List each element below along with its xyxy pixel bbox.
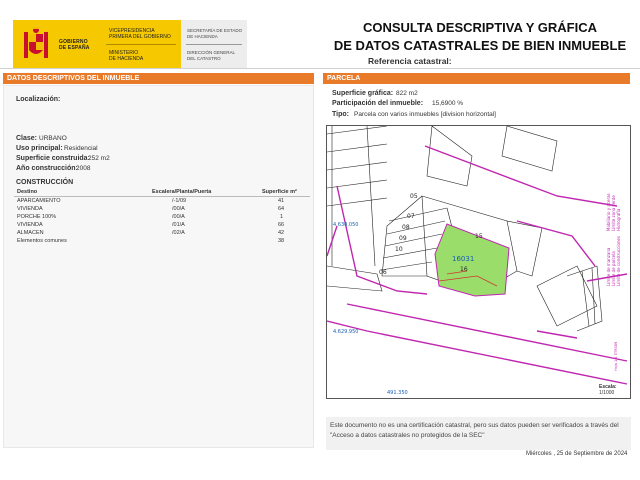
uso-label: Uso principal: — [16, 145, 63, 152]
cell-escalera: /-1/09 — [172, 198, 187, 204]
table-row — [14, 222, 310, 230]
ministry-name: MINISTERIO DE HACIENDA — [109, 50, 144, 62]
section-bar-parcela — [323, 73, 630, 84]
coord-y-bottom: 4.629.950 — [333, 329, 359, 335]
legend-entry: Límite zona verde — [611, 195, 616, 231]
uso-value: Residencial — [64, 145, 98, 152]
col-escalera: Escalera/Planta/Puerta — [152, 189, 212, 195]
cell-destino: VIVIENDA — [17, 222, 43, 228]
legend-entry: Límite de manzana — [606, 247, 611, 286]
anio-label: Año construcción: — [16, 165, 78, 172]
vice-presidency-name: VICEPRESIDENCIA PRIMERA DEL GOBIERNO — [109, 28, 171, 40]
scale-value: 1/1000 — [599, 390, 615, 396]
secretaria-block — [181, 20, 247, 68]
cell-superficie: 66 — [278, 222, 285, 228]
secretaria-divider — [186, 44, 242, 45]
cell-superficie: 41 — [278, 198, 285, 204]
col-destino: Destino — [17, 189, 38, 195]
logo-divider — [106, 44, 176, 45]
col-superficie: Superficie m² — [262, 189, 297, 195]
section-bar-descriptive — [3, 73, 314, 84]
coord-y-top: 4.630.050 — [333, 222, 359, 228]
coat-of-arms-icon — [21, 26, 51, 62]
lot-label: 09 — [399, 235, 407, 242]
cell-escalera: /00/A — [172, 206, 185, 212]
cell-escalera: /01/A — [172, 222, 185, 228]
construction-table-header — [14, 188, 310, 197]
cell-superficie: 38 — [278, 238, 285, 244]
lot-label: 08 — [402, 224, 410, 231]
table-row — [14, 206, 310, 214]
lot-label: 10 — [395, 246, 403, 253]
title-line-1: CONSULTA DESCRIPTIVA Y GRÁFICA — [362, 20, 597, 35]
participacion-label: Participación del inmueble: — [332, 100, 424, 107]
lot-label: 06 — [379, 269, 387, 276]
lot-label: 05 — [410, 193, 418, 200]
header-divider — [0, 68, 640, 69]
localizacion-label: Localización: — [16, 96, 61, 103]
cadastral-map[interactable] — [326, 125, 631, 399]
section-title-descriptive: DATOS DESCRIPTIVOS DEL INMUEBLE — [7, 75, 140, 82]
anio-value: 2008 — [76, 165, 91, 172]
lot-label: 16 — [460, 266, 468, 273]
table-row — [14, 198, 310, 206]
tipo-label: Tipo: — [332, 111, 349, 118]
disclaimer-notice: Este documento no es una certificación catastral, pero sus datos pueden ser verificados a través del "Acceso a datos catastrales no protegidos de la SEC" — [326, 417, 631, 450]
section-title-parcela: PARCELA — [327, 75, 361, 82]
cell-destino: VIVIENDA — [17, 206, 43, 212]
cell-superficie: 64 — [278, 206, 285, 212]
scale-label: Escala: — [599, 384, 617, 390]
construccion-heading: CONSTRUCCIÓN — [16, 179, 74, 186]
legend-entry: Hidrografía — [616, 208, 621, 231]
cell-destino: ALMACEN — [17, 230, 44, 236]
page-title — [320, 19, 640, 55]
participacion-value: 15,6900 % — [432, 100, 464, 107]
lot-label: 07 — [407, 213, 415, 220]
cell-escalera: /02/A — [172, 230, 185, 236]
legend-entry: Límite de parcela — [611, 251, 616, 286]
map-side-note: Hoja 1/1 ETRS89 — [614, 341, 618, 371]
country-name: GOBIERNO DE ESPAÑA — [59, 39, 90, 51]
direccion-name: DIRECCIÓN GENERAL DEL CATASTRO — [187, 50, 236, 61]
cell-destino: PORCHE 100% — [17, 214, 57, 220]
clase-label: Clase: — [16, 135, 38, 142]
superficie-grafica-value: 822 m2 — [396, 90, 418, 97]
superficie-value: 252 m2 — [88, 155, 110, 162]
coord-x: 491.350 — [387, 390, 408, 396]
cell-destino: Elementos comunes — [17, 238, 67, 244]
legend-entry: Límite de construcciones — [616, 236, 621, 286]
parcel-number: 16031 — [452, 255, 475, 263]
cell-escalera: /00/A — [172, 214, 185, 220]
map-scale — [599, 384, 617, 396]
clase-value: URBANO — [39, 135, 67, 142]
table-row — [14, 214, 310, 222]
cell-superficie: 42 — [278, 230, 285, 236]
superficie-grafica-label: Superficie gráfica: — [332, 90, 394, 97]
cell-superficie: 1 — [280, 214, 284, 220]
tipo-value: Parcela con varios inmuebles [division horizontal] — [354, 111, 496, 118]
table-row — [14, 230, 310, 238]
lot-label: 15 — [475, 233, 483, 240]
map-drawing — [327, 126, 632, 400]
referencia-label: Referencia catastral: — [368, 56, 452, 66]
document-date: Miércoles , 25 de Septiembre de 2024 — [526, 451, 628, 457]
superficie-label: Superficie construida: — [16, 155, 90, 162]
title-line-2: DE DATOS CATASTRALES DE BIEN INMUEBLE — [333, 38, 627, 53]
government-logo — [13, 20, 181, 68]
secretaria-name: SECRETARÍA DE ESTADO DE HACIENDA — [187, 28, 243, 39]
table-row — [14, 238, 310, 246]
cell-destino: APARCAMIENTO — [17, 198, 61, 204]
legend-entry: Mobiliario y aceras — [606, 193, 611, 231]
